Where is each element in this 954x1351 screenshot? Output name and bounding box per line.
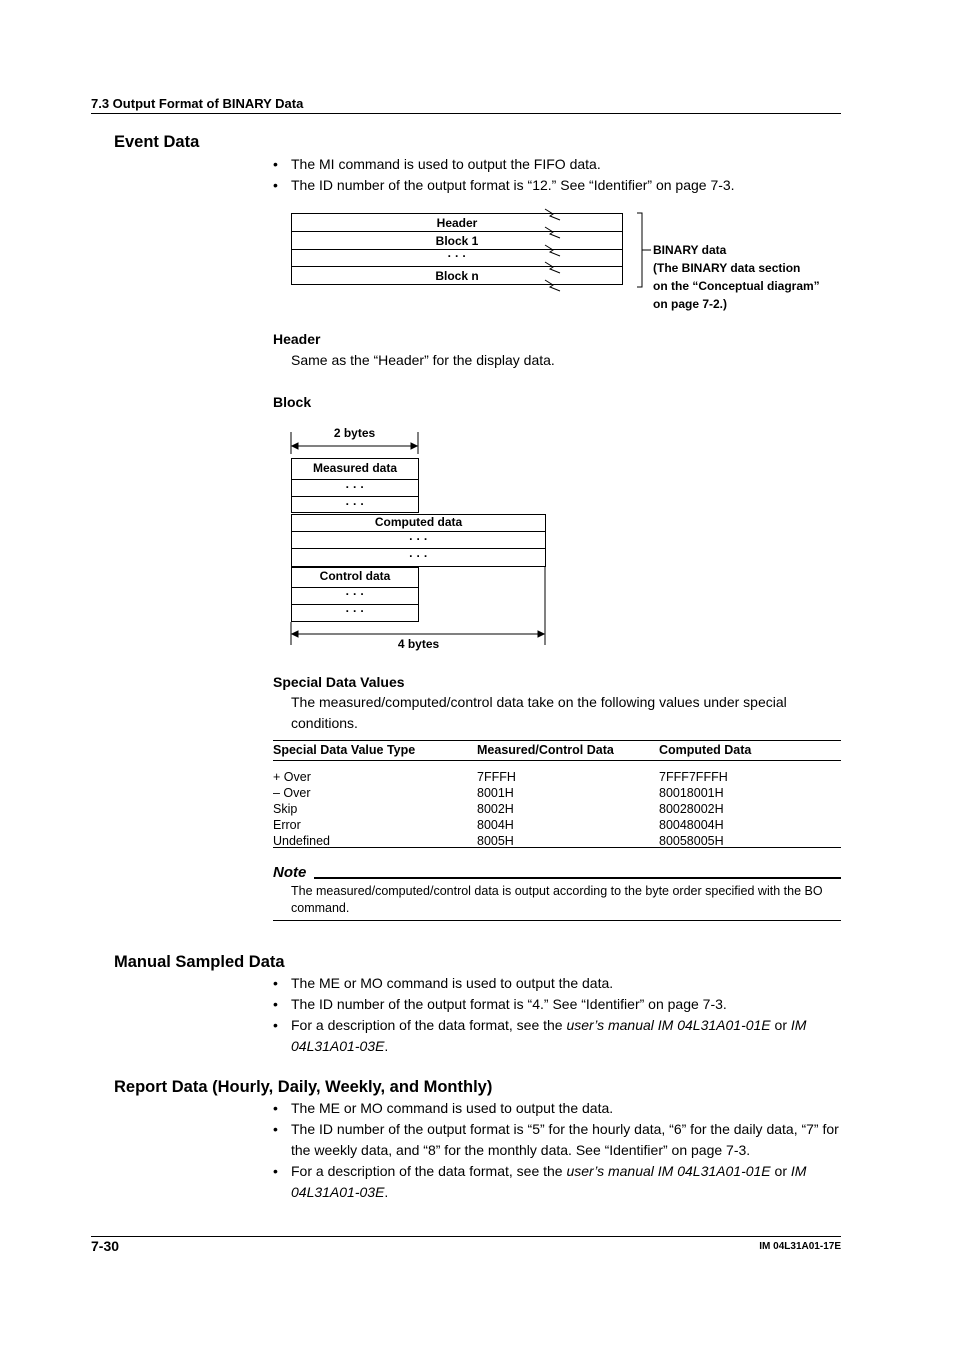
event-row-header: Header — [436, 216, 478, 230]
special-values-table — [273, 740, 841, 852]
cell: – Over — [273, 785, 311, 800]
table-bottom-rule — [273, 847, 841, 848]
report-bullet-3: • For a description of the data format, see the user’s manual IM 04L31A01-01E or IM 04L31A01-03E. — [273, 1163, 807, 1200]
table-row — [273, 817, 841, 833]
control-ellipsis: · · · — [345, 587, 365, 601]
break-marks — [540, 205, 570, 295]
manual-bullet-3: • For a description of the data format, see the user’s manual IM 04L31A01-01E or IM 04L31A01-03E. — [273, 1017, 807, 1054]
event-bullet-1: • The MI command is used to output the FIFO data. — [273, 156, 601, 172]
special-values-description: The measured/computed/control data take on the following values under special conditions. — [291, 694, 787, 731]
event-data-heading: Event Data — [114, 133, 200, 151]
manual-bullet-2: • The ID number of the output format is “4.” See “Identifier” on page 7-3. — [273, 996, 727, 1012]
divider — [291, 231, 623, 232]
table-row — [273, 801, 841, 817]
cell: 8002H — [477, 801, 514, 816]
note-top-rule — [314, 877, 841, 879]
divider — [291, 266, 623, 267]
table-row — [273, 833, 841, 852]
control-data-label: Control data — [319, 569, 391, 583]
manual-bullet-1: • The ME or MO command is used to output the data. — [273, 975, 614, 991]
report-data-heading: Report Data (Hourly, Daily, Weekly, and Monthly) — [114, 1078, 493, 1096]
computed-data-label: Computed data — [374, 515, 463, 529]
computed-ellipsis: · · · — [409, 532, 428, 546]
cell: + Over — [273, 769, 311, 784]
cell: 8001H — [477, 785, 514, 800]
cell: 8004H — [477, 817, 514, 832]
cell: 7FFF7FFFH — [659, 769, 728, 784]
column-header: Measured/Control Data — [477, 741, 659, 761]
four-bytes-dimension — [289, 567, 549, 647]
control-ellipsis: · · · — [345, 604, 365, 618]
cell: Skip — [273, 801, 298, 816]
block-subheading: Block — [273, 394, 312, 410]
note-title: Note — [273, 864, 307, 881]
footer-rule — [91, 1236, 841, 1237]
column-header: Special Data Value Type — [273, 741, 477, 761]
event-bullet-2: • The ID number of the output format is “12.” See “Identifier” on page 7-3. — [273, 177, 735, 193]
measured-ellipsis: · · · — [345, 480, 365, 494]
event-row-blockn: Block n — [435, 269, 479, 283]
column-header: Computed Data — [659, 741, 841, 761]
cell: Undefined — [273, 833, 330, 848]
header-description: Same as the “Header” for the display data. — [291, 352, 555, 368]
cell: 80018001H — [659, 785, 724, 800]
document-id: IM 04L31A01-17E — [759, 1241, 841, 1252]
two-bytes-dimension — [289, 432, 423, 454]
report-bullet-1: • The ME or MO command is used to output the data. — [273, 1100, 614, 1116]
special-values-subheading: Special Data Values — [273, 674, 405, 690]
binary-data-label: BINARY data (The BINARY data section on the “Conceptual diagram” on page 7-2.) — [653, 243, 820, 311]
cell: 80028002H — [659, 801, 724, 816]
cell: Error — [273, 817, 301, 832]
note-bottom-rule — [273, 920, 841, 921]
cell: 8005H — [477, 833, 514, 848]
cell: 7FFFH — [477, 769, 516, 784]
binary-data-bracket — [636, 212, 652, 288]
computed-ellipsis: · · · — [409, 549, 428, 563]
header-rule — [91, 113, 841, 114]
cell: 80048004H — [659, 817, 724, 832]
page-number: 7-30 — [91, 1238, 120, 1254]
event-row-ellipsis: · · · — [447, 249, 467, 263]
report-bullet-2: • The ID number of the output format is “5” for the hourly data, “6” for the daily data, “7” for the weekly data, and “8” for the monthly data. See “Identifier” on page 7-3. — [273, 1121, 839, 1158]
measured-ellipsis: · · · — [345, 497, 365, 511]
note-text: The measured/computed/control data is output according to the byte order specified with the BO command. — [291, 884, 823, 915]
table-header-row — [273, 741, 841, 761]
cell: 80058005H — [659, 833, 724, 848]
table-row — [273, 785, 841, 801]
four-bytes-label: 4 bytes — [397, 637, 440, 651]
measured-data-label: Measured data — [312, 461, 398, 475]
event-row-block1: Block 1 — [435, 234, 479, 248]
manual-sampled-heading: Manual Sampled Data — [114, 953, 285, 971]
table-row — [273, 769, 841, 785]
running-header-title: 7.3 Output Format of BINARY Data — [91, 96, 304, 111]
header-subheading: Header — [273, 331, 321, 347]
two-bytes-label: 2 bytes — [333, 426, 376, 440]
